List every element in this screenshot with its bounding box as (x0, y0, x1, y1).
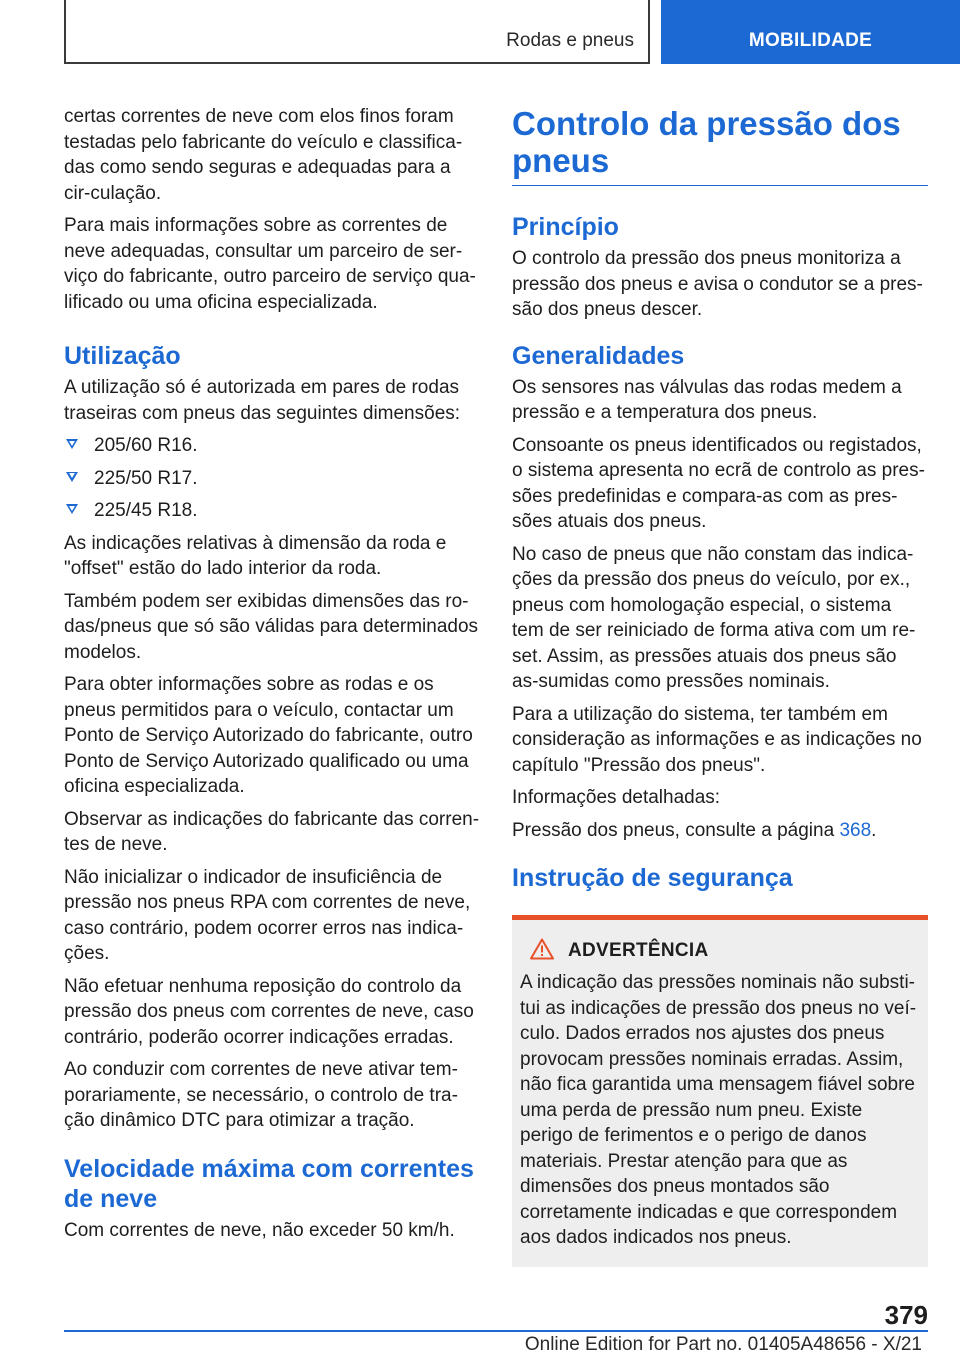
heading-principio: Princípio (512, 213, 619, 241)
paragraph: Também podem ser exibidas dimensões das ro-das/pneus que só são válidas para determinados modelos. (64, 590, 479, 663)
left-column (64, 104, 480, 1250)
right-column (512, 104, 928, 1267)
triangle-bullet-icon (66, 439, 78, 449)
paragraph: certas correntes de neve com elos finos foram testadas pelo fabricante do veículo e classifica-das como sendo seguras e adequadas para a cir-culação. (64, 106, 463, 204)
paragraph: Não efetuar nenhuma reposição do controlo da pressão dos pneus com correntes de neve, caso contrário, poderão ocorrer indicações erradas. (64, 975, 474, 1048)
heading-generalidades: Generalidades (512, 341, 685, 370)
paragraph: Informações detalhadas: (512, 787, 721, 808)
warning-header (520, 936, 920, 966)
list-item: 225/50 R17. (64, 466, 480, 492)
chapter-tab-label: MOBILIDADE (748, 30, 873, 51)
paragraph: Com correntes de neve, não exceder 50 km/h. (64, 1219, 455, 1241)
tire-size-list (64, 433, 480, 524)
paragraph: Não inicializar o indicador de insuficiência de pressão nos pneus RPA com correntes de neve, caso contrário, podem ocorrer erros nas indica-ções. (64, 866, 471, 964)
header-section-box (64, 0, 650, 64)
paragraph: Consoante os pneus identificados ou registados, o sistema apresenta no ecrã de controlo as pres-sões predefinidas e compara-as com as pres-sões atuais dos pneus. (512, 434, 925, 532)
heading-utilizacao: Utilização (64, 342, 181, 370)
paragraph: Para a utilização do sistema, ter também em consideração as informações e as indicações no capítulo "Pressão dos pneus". (512, 703, 922, 776)
heading-velocidade: Velocidade máxima com correntes de neve (64, 1154, 474, 1213)
chapter-tab[interactable] (661, 0, 960, 64)
warning-text: A indicação das pressões nominais não substi-tui as indicações de pressão dos pneus no veí-culo. Dados errados nos ajustes dos pneus provocam pressões nominais erradas. Assim, não fica garantida uma mensagem fiável sobre uma perda de pressão num pneu. Existe perigo de ferimentos e o perigo de danos materiais. Prestar atenção para que as dimensões dos pneus montados são corretamente indicadas e que correspondem aos dados indicados nos pneus. (520, 972, 917, 1248)
warning-triangle-icon (530, 938, 554, 960)
triangle-bullet-icon (66, 472, 78, 482)
section-title: Controlo da pressão dos pneus (512, 105, 928, 186)
paragraph: No caso de pneus que não constam das indica-ções da pressão dos pneus do veículo, por ex., pneus com homologação especial, o sistema tem de ser reiniciado de forma ativa com um re-set. Assim, as pressões atuais dos pneus são as-sumidas como pressões nominais. (512, 543, 916, 692)
triangle-bullet-icon (66, 504, 78, 514)
page-number: 379 (884, 1300, 928, 1330)
heading-seguranca: Instrução de segurança (512, 864, 793, 892)
footer-divider (64, 1330, 928, 1332)
page-reference: Pressão dos pneus, consulte a página 368. (512, 819, 877, 841)
paragraph: Para mais informações sobre as correntes de neve adequadas, consultar um parceiro de ser-viço do fabricante, outro parceiro de serviço qua-lificado ou uma oficina especializada. (64, 215, 476, 313)
header-section-title: Rodas e pneus (506, 30, 634, 51)
paragraph: Ao conduzir com correntes de neve ativar tem-porariamente, se necessário, o controlo de tra-ção dinâmico DTC para otimizar a tração. (64, 1059, 458, 1131)
list-item: 225/45 R18. (64, 498, 480, 524)
list-item: 205/60 R16. (64, 433, 480, 459)
paragraph: As indicações relativas à dimensão da roda e "offset" estão do lado interior da roda. (64, 532, 447, 579)
footer-edition: Online Edition for Part no. 01405A48656 - X/21 (524, 1334, 922, 1355)
paragraph: Observar as indicações do fabricante das corren-tes de neve. (64, 808, 480, 855)
warning-box (512, 915, 928, 1267)
warning-title: ADVERTÊNCIA (568, 940, 709, 961)
paragraph: A utilização só é autorizada em pares de rodas traseiras com pneus das seguintes dimensões: (64, 377, 461, 424)
paragraph: Os sensores nas válvulas das rodas medem a pressão e a temperatura dos pneus. (512, 376, 902, 423)
page-link[interactable]: 368 (839, 819, 872, 841)
paragraph: Para obter informações sobre as rodas e os pneus permitidos para o veículo, contactar um Ponto de Serviço Autorizado do fabricante, outro Ponto de Serviço Autorizado qualificado ou uma oficina especializada. (64, 674, 473, 797)
paragraph: O controlo da pressão dos pneus monitoriza a pressão dos pneus e avisa o condutor se a pres-são dos pneus descer. (512, 248, 923, 320)
